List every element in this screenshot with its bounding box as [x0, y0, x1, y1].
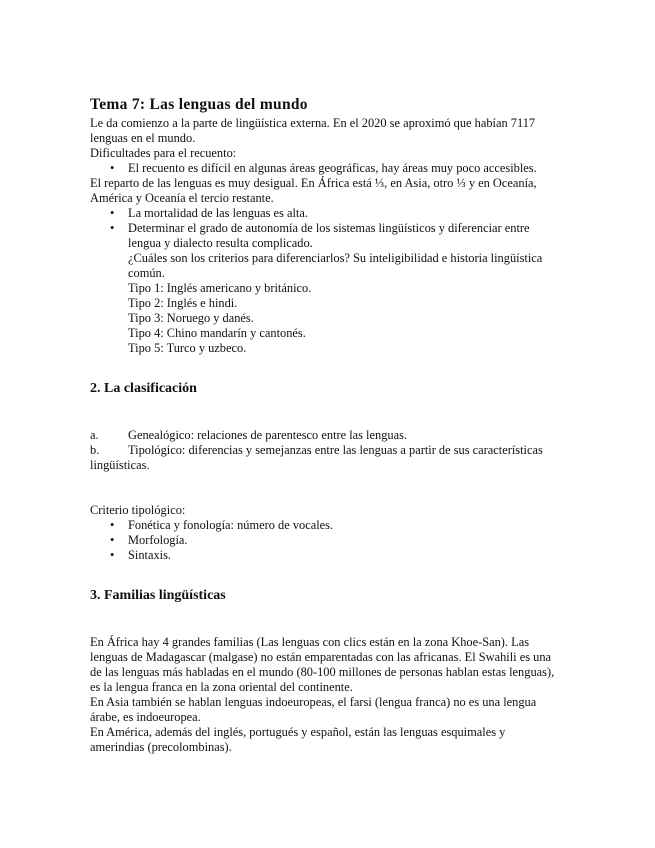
difficulties-list	[90, 161, 560, 176]
section-heading-familias: 3. Familias lingüísticas	[90, 588, 226, 603]
classification-item	[90, 443, 560, 473]
difficulties-label: Dificultades para el recuento:	[90, 146, 237, 160]
page-title: Tema 7: Las lenguas del mundo	[90, 96, 308, 113]
type-line: Tipo 1: Inglés americano y británico.	[128, 281, 312, 295]
africa-paragraph: En África hay 4 grandes familias (Las lenguas con clics están en la zona Khoe-San). Las lenguas de Madagascar (malgase) no están emparentadas con las africanas. El Swahili es una de las lenguas más habladas en el mundo (80-100 millones de personas hablan estas lenguas), es la lengua franca en la zona oriental del continente.	[90, 635, 555, 694]
list-item: • Morfología.	[90, 533, 560, 548]
america-paragraph: En América, además del inglés, portugués y español, están las lenguas esquimales y amerindias (precolombinas).	[90, 725, 506, 754]
spacer	[90, 356, 560, 380]
distribution-paragraph: El reparto de las lenguas es muy desigual. En África está ⅓, en Asia, otro ⅓ y en Oceanía, América y Oceanía el tercio restante.	[90, 176, 537, 205]
asia-paragraph: En Asia también se hablan lenguas indoeuropeas, el farsi (lengua franca) no es una lengua árabe, es indoeuropea.	[90, 695, 537, 724]
difficulties-list-continued	[90, 206, 560, 251]
criterion-list	[90, 518, 560, 563]
type-line: Tipo 3: Noruego y danés.	[128, 311, 254, 325]
spacer	[90, 473, 560, 503]
list-item: • Determinar el grado de autonomía de los sistemas lingüísticos y diferenciar entre lengua y dialecto resulta complicado.	[90, 221, 560, 251]
spacer	[90, 563, 560, 587]
item-text: Tipológico: diferencias y semejanzas entre las lenguas a partir de sus características lingüísticas.	[90, 443, 543, 472]
document-page	[90, 96, 560, 755]
item-text: Genealógico: relaciones de parentesco entre las lenguas.	[128, 428, 408, 442]
classification-item	[90, 428, 560, 443]
section-heading-clasificacion: 2. La clasificación	[90, 381, 197, 396]
type-line: Tipo 2: Inglés e hindi.	[128, 296, 238, 310]
item-letter: a.	[90, 428, 99, 442]
item-letter: b.	[90, 443, 100, 457]
type-line: Tipo 5: Turco y uzbeco.	[128, 341, 247, 355]
spacer	[90, 398, 560, 428]
type-line: Tipo 4: Chino mandarín y cantonés.	[128, 326, 306, 340]
list-item: • Fonética y fonología: número de vocales.	[90, 518, 560, 533]
list-item: • El recuento es difícil en algunas áreas geográficas, hay áreas muy poco accesibles.	[90, 161, 560, 176]
criterion-label: Criterio tipológico:	[90, 503, 186, 517]
list-item: • La mortalidad de las lenguas es alta.	[90, 206, 560, 221]
criteria-question: ¿Cuáles son los criterios para diferenciarlos? Su inteligibilidad e historia lingüística común.	[128, 251, 543, 280]
spacer	[90, 605, 560, 635]
intro-paragraph: Le da comienzo a la parte de lingüística externa. En el 2020 se aproximó que habían 7117 lenguas en el mundo.	[90, 116, 536, 145]
list-item: • Sintaxis.	[90, 548, 560, 563]
